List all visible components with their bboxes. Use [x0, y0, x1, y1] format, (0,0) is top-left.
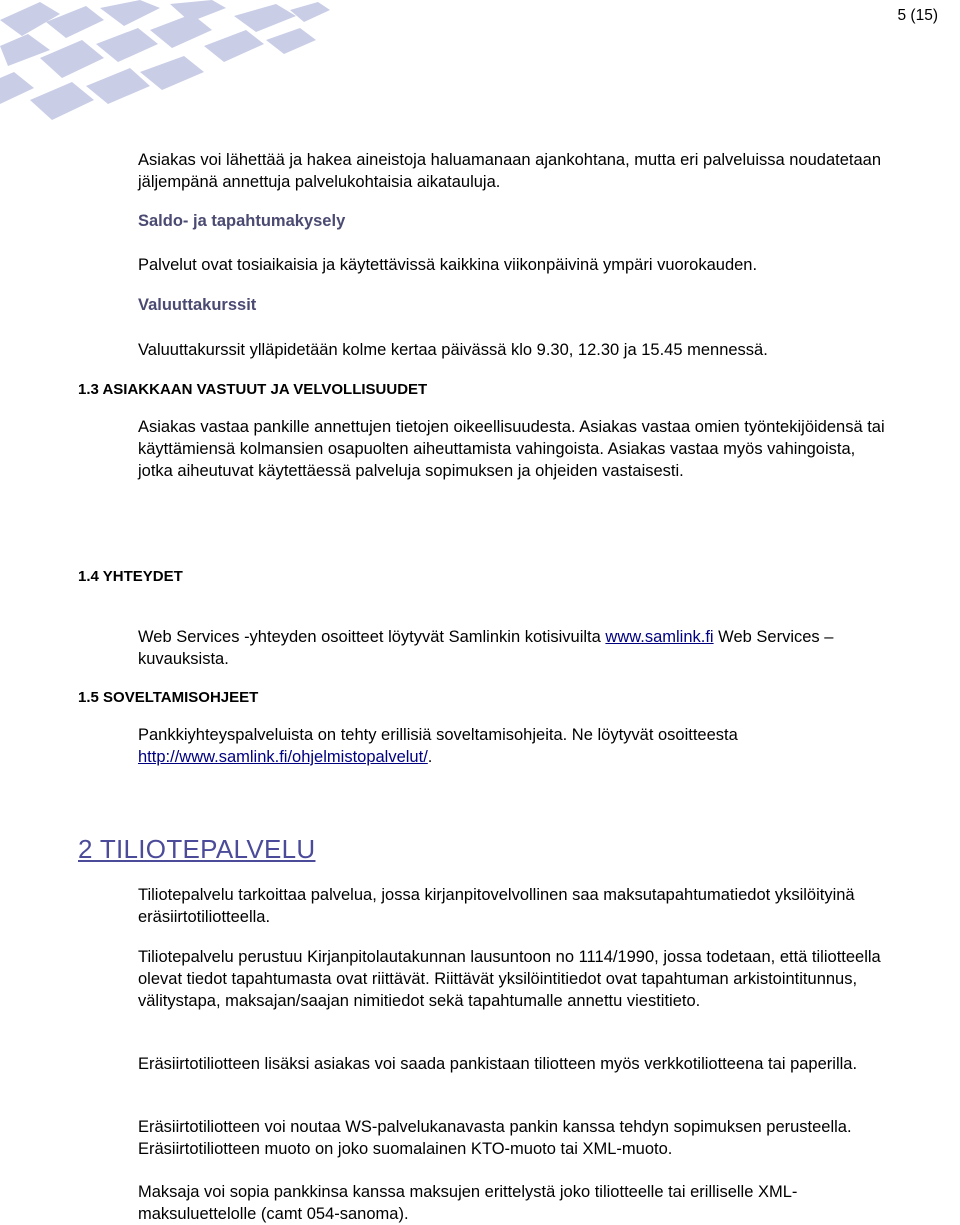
ohjelmistopalvelut-link[interactable]: http://www.samlink.fi/ohjelmistopalvelut/: [138, 748, 428, 766]
section-2-paragraph-3: Eräsiirtotiliotteen lisäksi asiakas voi saada pankistaan tiliotteen myös verkkotiliotteena tai paperilla.: [138, 1055, 858, 1073]
section-1-4-heading: 1.4 YHTEYDET: [78, 568, 183, 585]
section-1-3-heading: 1.3 ASIAKKAAN VASTUUT JA VELVOLLISUUDET: [78, 381, 428, 398]
section-2-heading: 2 TILIOTEPALVELU: [78, 834, 316, 864]
intro-paragraph: Asiakas voi lähettää ja hakea aineistoja haluamanaan ajankohtana, mutta eri palveluissa noudatetaan jäljempänä annettuja palvelukohtaisia aikatauluja.: [138, 151, 882, 191]
samlink-link[interactable]: www.samlink.fi: [605, 628, 714, 646]
section-2-paragraph-1: Tiliotepalvelu tarkoittaa palvelua, jossa kirjanpitovelvollinen saa maksutapahtumatiedot yksilöityinä eräsiirtotiliotteella.: [138, 886, 855, 926]
saldo-paragraph: Palvelut ovat tosiaikaisia ja käytettävissä kaikkina viikonpäivinä ympäri vuorokauden.: [138, 256, 758, 274]
valuutta-heading: Valuuttakurssit: [138, 296, 257, 314]
section-2-paragraph-4: Eräsiirtotiliotteen voi noutaa WS-palvelukanavasta pankin kanssa tehdyn sopimuksen perusteella. Eräsiirtotiliotteen muoto on joko suomalainen KTO-muoto tai XML-muoto.: [138, 1118, 852, 1158]
section-2-paragraph-5: Maksaja voi sopia pankkinsa kanssa maksujen erittelystä joko tiliotteelle tai erilliselle XML-maksuluettelolle (camt 054-sanoma).: [138, 1183, 798, 1223]
saldo-heading: Saldo- ja tapahtumakysely: [138, 212, 346, 230]
page-number: 5 (15): [897, 7, 938, 24]
section-2-paragraph-2: Tiliotepalvelu perustuu Kirjanpitolautakunnan lausuntoon no 1114/1990, jossa todetaan, että tiliotteella olevat tiedot tapahtumasta ovat riittävät. Riittävät yksilöintitiedot ovat tapahtuman arkistointitunnus, välitystapa, maksajan/saajan nimitiedot sekä tapahtumalle annettu viestitieto.: [138, 948, 881, 1010]
section-1-5-heading: 1.5 SOVELTAMISOHJEET: [78, 689, 259, 706]
section-1-3-paragraph: Asiakas vastaa pankille annettujen tietojen oikeellisuudesta. Asiakas vastaa omien työntekijöidensä tai käyttämiensä kolmansien osapuolten aiheuttamista vahingoista. Asiakas vastaa myös vahingoista, jotka aiheutuvat käytettäessä palveluja sopimuksen ja ohjeiden vastaisesti.: [138, 418, 885, 480]
valuutta-paragraph: Valuuttakurssit ylläpidetään kolme kertaa päivässä klo 9.30, 12.30 ja 15.45 mennessä.: [138, 341, 768, 359]
section-1-5-paragraph: Pankkiyhteyspalveluista on tehty erillisiä soveltamisohjeita. Ne löytyvät osoitteesta http://www.samlink.fi/ohjelmistopalvelut/.: [138, 726, 738, 766]
logo-graphic: [0, 0, 340, 135]
section-1-4-paragraph: Web Services -yhteyden osoitteet löytyvät Samlinkin kotisivuilta www.samlink.fi Web Services –kuvauksista.: [138, 628, 834, 668]
